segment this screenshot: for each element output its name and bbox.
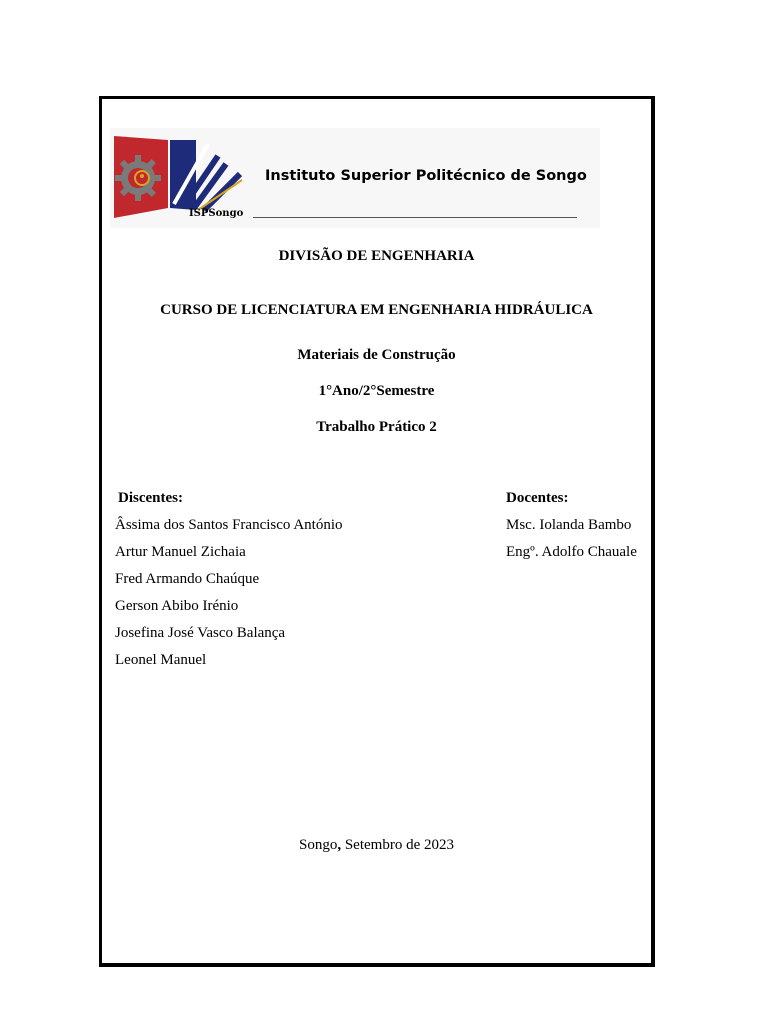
student-name: Leonel Manuel bbox=[115, 652, 207, 668]
student-name: Artur Manuel Zichaia bbox=[115, 544, 246, 560]
place-separator: , bbox=[337, 837, 342, 853]
students-label: Discentes: bbox=[118, 490, 183, 506]
place: Songo bbox=[299, 837, 338, 853]
student-name: Josefina José Vasco Balança bbox=[115, 625, 286, 641]
logo-caption: ISPSongo bbox=[189, 208, 244, 219]
assignment-title: Trabalho Prático 2 bbox=[316, 419, 437, 435]
student-name: Fred Armando Chaúque bbox=[115, 571, 260, 587]
year-semester: 1°Ano/2°Semestre bbox=[318, 383, 435, 399]
date: Setembro de 2023 bbox=[341, 837, 454, 853]
teachers-label: Docentes: bbox=[506, 490, 569, 506]
header-divider bbox=[253, 217, 577, 218]
teacher-name: Msc. Iolanda Bambo bbox=[506, 517, 632, 533]
institution-name: Instituto Superior Politécnico de Songo bbox=[265, 168, 587, 184]
place-date bbox=[99, 837, 654, 854]
subject-title: Materiais de Construção bbox=[297, 347, 456, 363]
teacher-name: Engº. Adolfo Chauale bbox=[506, 544, 637, 560]
division-title: DIVISÃO DE ENGENHARIA bbox=[278, 248, 475, 264]
student-name: Âssima dos Santos Francisco António bbox=[115, 517, 343, 533]
course-title: CURSO DE LICENCIATURA EM ENGENHARIA HIDRÁULICA bbox=[160, 302, 593, 318]
student-name: Gerson Abibo Irénio bbox=[115, 598, 239, 614]
